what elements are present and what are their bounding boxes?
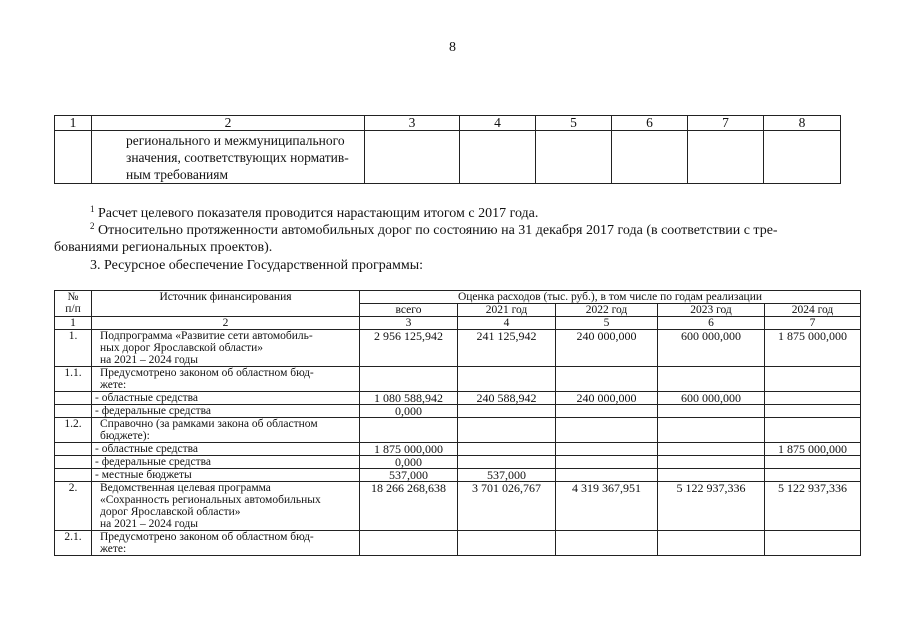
column-header-year: 2022 год	[556, 304, 658, 317]
value-year	[765, 418, 861, 443]
resource-provision-table	[54, 290, 861, 556]
value-year: 600 000,000	[658, 330, 765, 367]
indicator-line: регионального и межмуниципального	[126, 133, 345, 148]
value-year	[658, 469, 765, 482]
value-year: 4 319 367,951	[556, 482, 658, 531]
value-year	[765, 456, 861, 469]
value-year	[658, 418, 765, 443]
funding-source	[92, 469, 360, 482]
footnote-mark: 1	[90, 204, 95, 214]
table1-header-cell: 7	[688, 116, 764, 131]
value-year	[765, 405, 861, 418]
page-number: 8	[449, 40, 456, 55]
value-year: 1 875 000,000	[765, 443, 861, 456]
value-total	[360, 531, 458, 556]
index-cell: 4	[458, 317, 556, 330]
funding-source-line: - федеральные средства	[95, 456, 212, 468]
value-year	[658, 531, 765, 556]
value-year	[458, 367, 556, 392]
value-year: 3 701 026,767	[458, 482, 556, 531]
funding-source	[92, 456, 360, 469]
value-year: 1 875 000,000	[765, 330, 861, 367]
column-header-total: всего	[360, 304, 458, 317]
value-year: 537,000	[458, 469, 556, 482]
funding-source-line: жете:	[100, 379, 127, 391]
table-row	[55, 392, 861, 405]
table-row	[55, 443, 861, 456]
table1-header-cell: 3	[365, 116, 460, 131]
value-year	[765, 367, 861, 392]
value-year: 240 000,000	[556, 330, 658, 367]
funding-source-line: на 2021 – 2024 годы	[100, 354, 198, 366]
funding-source	[92, 482, 360, 531]
table1-header-cell: 1	[55, 116, 92, 131]
funding-source	[92, 330, 360, 367]
footnote-mark: 2	[90, 221, 95, 231]
value-year	[458, 531, 556, 556]
row-number	[55, 405, 92, 418]
estimate-header: Оценка расходов (тыс. руб.), в том числе по годам реализации	[360, 291, 861, 304]
funding-source-line: - областные средства	[95, 392, 199, 404]
funding-source-line: жете:	[100, 543, 127, 555]
value-year	[765, 469, 861, 482]
row-number: 1.2.	[55, 418, 92, 443]
row-number: 1.1.	[55, 367, 92, 392]
num-header	[55, 291, 92, 317]
row-number	[55, 443, 92, 456]
value-total: 0,000	[360, 405, 458, 418]
table-row	[55, 330, 861, 367]
table2-body	[55, 330, 861, 556]
funding-source	[92, 367, 360, 392]
value-year	[556, 456, 658, 469]
section-title: 3. Ресурсное обеспечение Государственной программы:	[90, 258, 424, 273]
table1-cell	[460, 131, 536, 184]
funding-source-line: ных дорог Ярославской области»	[100, 342, 264, 354]
value-total: 0,000	[360, 456, 458, 469]
value-year	[658, 456, 765, 469]
funding-source-line: Справочно (за рамками закона об областном	[100, 418, 318, 430]
indicator-line: ным требованиям	[126, 167, 229, 182]
footnote-text: Расчет целевого показателя проводится нарастающим итогом с 2017 года.	[98, 206, 539, 221]
table1-row	[55, 131, 841, 184]
funding-source-line: бюджете):	[100, 430, 150, 442]
table-row	[55, 469, 861, 482]
footnote-text-continued: бованиями региональных проектов).	[54, 240, 273, 255]
funding-source-line: Предусмотрено законом об областном бюд-	[100, 531, 314, 543]
value-year: 5 122 937,336	[658, 482, 765, 531]
footnote-2	[54, 222, 854, 256]
funding-source	[92, 531, 360, 556]
value-total: 1 080 588,942	[360, 392, 458, 405]
funding-source-line: - местные бюджеты	[95, 469, 192, 481]
table1-header-cell: 5	[536, 116, 612, 131]
value-total: 18 266 268,638	[360, 482, 458, 531]
value-total: 2 956 125,942	[360, 330, 458, 367]
row-number	[55, 469, 92, 482]
column-header-year: 2021 год	[458, 304, 556, 317]
index-cell: 2	[92, 317, 360, 330]
footnote-1	[54, 205, 854, 222]
value-year	[765, 531, 861, 556]
index-cell: 6	[658, 317, 765, 330]
value-year	[556, 418, 658, 443]
indicators-table-continuation	[54, 115, 841, 184]
funding-source-line: дорог Ярославской области»	[100, 506, 241, 518]
value-year	[556, 469, 658, 482]
table1-cell	[612, 131, 688, 184]
table1-cell	[764, 131, 841, 184]
value-total	[360, 367, 458, 392]
value-year	[556, 367, 658, 392]
value-year	[458, 418, 556, 443]
column-header-year: 2023 год	[658, 304, 765, 317]
index-cell: 5	[556, 317, 658, 330]
table1-header-cell: 2	[92, 116, 365, 131]
value-year: 240 588,942	[458, 392, 556, 405]
value-year	[658, 443, 765, 456]
funding-source	[92, 405, 360, 418]
funding-source-line: на 2021 – 2024 годы	[100, 518, 198, 530]
value-total	[360, 418, 458, 443]
index-cell: 1	[55, 317, 92, 330]
table-row	[55, 367, 861, 392]
table1-header-cell: 4	[460, 116, 536, 131]
value-year	[556, 443, 658, 456]
table1-cell	[536, 131, 612, 184]
funding-source-line: - федеральные средства	[95, 405, 212, 417]
value-year	[765, 392, 861, 405]
value-year	[556, 405, 658, 418]
indicator-line: значения, соответствующих норматив-	[126, 150, 349, 165]
table-row	[55, 418, 861, 443]
table1-indicator-name	[92, 131, 365, 184]
value-year: 600 000,000	[658, 392, 765, 405]
funding-source-line: Ведомственная целевая программа	[100, 482, 271, 494]
table-row	[55, 456, 861, 469]
table2-index-row	[55, 317, 861, 330]
funding-source-line: «Сохранность региональных автомобильных	[100, 494, 321, 506]
num-header-line: №	[67, 291, 79, 303]
funding-source-line: Подпрограмма «Развитие сети автомобиль-	[100, 330, 313, 342]
value-year	[458, 443, 556, 456]
funding-source	[92, 443, 360, 456]
row-number: 2.	[55, 482, 92, 531]
funding-source-line: - областные средства	[95, 443, 199, 455]
value-year	[458, 456, 556, 469]
value-year	[556, 531, 658, 556]
value-year: 5 122 937,336	[765, 482, 861, 531]
value-year: 241 125,942	[458, 330, 556, 367]
row-number	[55, 392, 92, 405]
table1-header-row	[55, 116, 841, 131]
index-cell: 3	[360, 317, 458, 330]
table1-header-cell: 8	[764, 116, 841, 131]
value-total: 537,000	[360, 469, 458, 482]
table1-header-cell: 6	[612, 116, 688, 131]
value-year: 240 000,000	[556, 392, 658, 405]
table1-cell	[55, 131, 92, 184]
column-header-year: 2024 год	[765, 304, 861, 317]
footnote-text: Относительно протяженности автомобильных дорог по состоянию на 31 декабря 2017 года (в соответствии с тре-	[98, 223, 778, 238]
table1-cell	[688, 131, 764, 184]
row-number: 1.	[55, 330, 92, 367]
funding-source	[92, 392, 360, 405]
table-row	[55, 405, 861, 418]
num-header-line: п/п	[65, 303, 81, 315]
table-row	[55, 482, 861, 531]
row-number: 2.1.	[55, 531, 92, 556]
funding-source	[92, 418, 360, 443]
value-total: 1 875 000,000	[360, 443, 458, 456]
value-year	[658, 405, 765, 418]
index-cell: 7	[765, 317, 861, 330]
value-year	[458, 405, 556, 418]
source-header: Источник финансирования	[92, 291, 360, 317]
row-number	[55, 456, 92, 469]
value-year	[658, 367, 765, 392]
funding-source-line: Предусмотрено законом об областном бюд-	[100, 367, 314, 379]
table-row	[55, 531, 861, 556]
table2-header-row	[55, 291, 861, 304]
table1-cell	[365, 131, 460, 184]
